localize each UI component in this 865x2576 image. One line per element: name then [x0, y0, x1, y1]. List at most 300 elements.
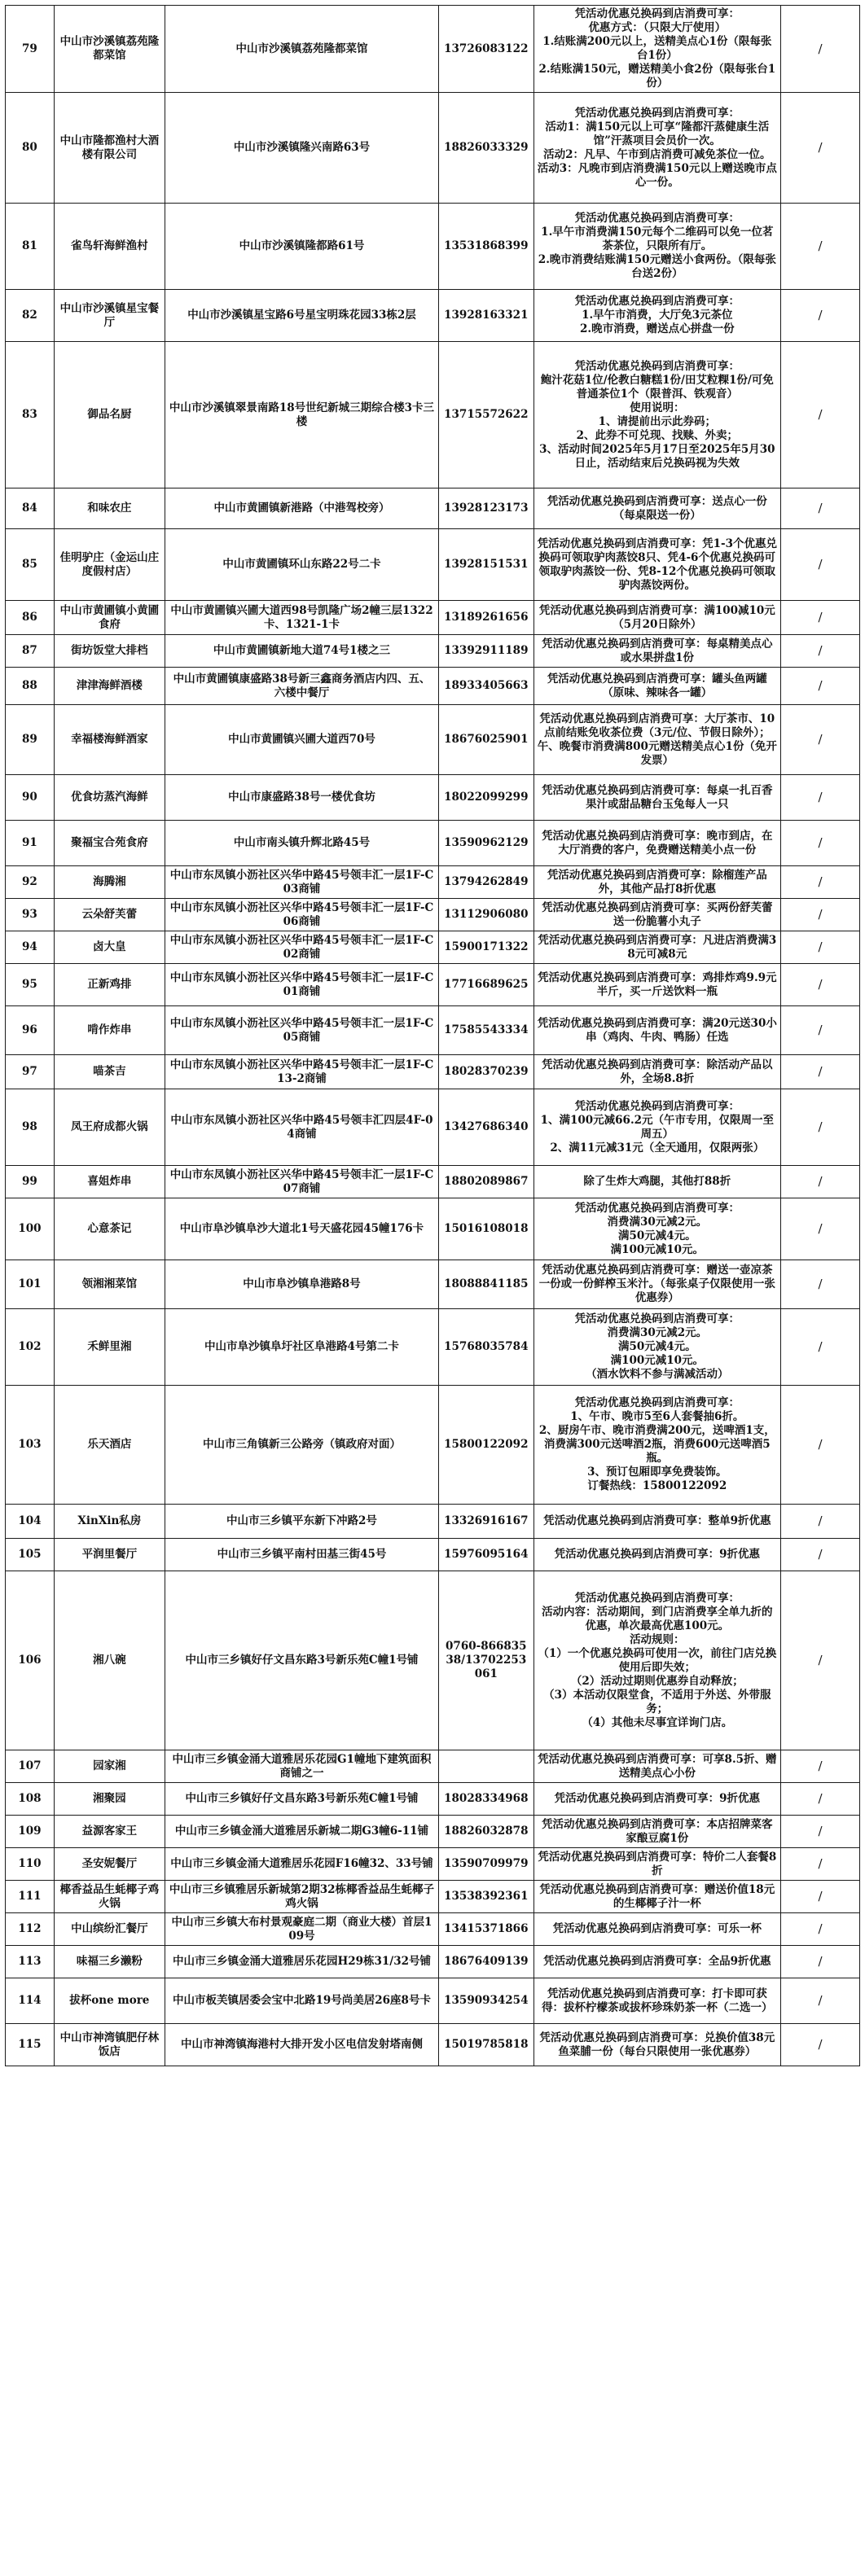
- merchant-address: 中山市板芙镇居委会宝中北路19号尚美居26座8号卡: [165, 1978, 438, 2024]
- merchant-phone: 15019785818: [439, 2024, 533, 2066]
- offer-details: [533, 2024, 781, 2066]
- row-number: 92: [6, 866, 55, 899]
- note-cell: /: [781, 1386, 860, 1505]
- offer-line: 3、预订包厢即享免费装饰。: [587, 1465, 727, 1479]
- row-number: 94: [6, 931, 55, 964]
- merchant-address: 中山市神湾镇海港村大排开发小区电信发射塔南侧: [165, 2024, 438, 2066]
- row-number: 112: [6, 1913, 55, 1946]
- offer-line: 凭活动优惠兑换码到店消费可享：大厅茶市、10点前结账免收茶位费（3元/位、节假日除外）；: [539, 712, 775, 739]
- table-row: [6, 1881, 860, 1913]
- table-row: [6, 668, 860, 705]
- offer-line: 凭活动优惠兑换码到店消费可享：兑换价值38元鱼菜脯一份（每台只限使用一张优惠券）: [539, 2031, 775, 2058]
- merchant-address: 中山市三乡镇好仔文昌东路3号新乐苑C幢1号铺: [165, 1783, 438, 1816]
- note-cell: /: [781, 1848, 860, 1881]
- offer-line: 凭活动优惠兑换码到店消费可享：本店招牌菜客家酿豆腐1份: [542, 1817, 773, 1845]
- merchant-address: 中山市东凤镇小沥社区兴华中路45号领丰汇一层1F-C06商铺: [165, 899, 438, 931]
- offer-line: 消费满30元减2元。: [607, 1326, 708, 1339]
- note-cell: /: [781, 635, 860, 668]
- offer-line: 凭活动优惠兑换码到店消费可享：: [574, 106, 740, 120]
- table-row: [6, 1913, 860, 1946]
- row-number: 109: [6, 1816, 55, 1848]
- merchant-address: 中山市东凤镇小沥社区兴华中路45号领丰汇一层1F-C03商铺: [165, 866, 438, 899]
- row-number: 105: [6, 1539, 55, 1571]
- merchant-address: 中山市沙溪镇荔苑隆都菜馆: [165, 6, 438, 93]
- note-cell: /: [781, 705, 860, 775]
- merchant-name: 拔杯one more: [54, 1978, 165, 2024]
- row-number: 104: [6, 1505, 55, 1539]
- row-number: 84: [6, 488, 55, 529]
- row-number: 81: [6, 204, 55, 290]
- merchant-address: 中山市黄圃镇兴圃大道西98号凯隆广场2幢三层1322卡、1321-1卡: [165, 601, 438, 635]
- table-row: [6, 6, 860, 93]
- merchant-phone: 18676025901: [439, 705, 533, 775]
- offer-line: 凭活动优惠兑换码到店消费可享：送点心一份（每桌限送一份）: [547, 494, 767, 522]
- offer-line: 凭活动优惠兑换码到店消费可享：特价二人套餐8折: [538, 1850, 777, 1877]
- merchant-name: 平润里餐厅: [54, 1539, 165, 1571]
- merchant-name: 领湘湘菜馆: [54, 1260, 165, 1309]
- merchant-address: 中山市南头镇升辉北路45号: [165, 821, 438, 866]
- offer-line: 2.结账满150元，赠送精美小食2份（限每张台1份）: [538, 63, 776, 90]
- note-cell: /: [781, 964, 860, 1006]
- merchant-table-body: [6, 6, 860, 2066]
- merchant-name: 圣安妮餐厅: [54, 1848, 165, 1881]
- offer-details: [533, 1260, 781, 1309]
- table-row: [6, 488, 860, 529]
- row-number: 96: [6, 1006, 55, 1055]
- merchant-name: XinXin私房: [54, 1505, 165, 1539]
- note-cell: /: [781, 1539, 860, 1571]
- note-cell: /: [781, 1913, 860, 1946]
- offer-line: 凭活动优惠兑换码到店消费可享：9折优惠: [554, 1548, 761, 1561]
- merchant-address: 中山市东凤镇小沥社区兴华中路45号领丰汇一层1F-C13-2商铺: [165, 1055, 438, 1089]
- merchant-phone: 13590709979: [439, 1848, 533, 1881]
- merchant-name: 聚福宝合苑食府: [54, 821, 165, 866]
- offer-line: 凭活动优惠兑换码到店消费可享：满20元送30小串（鸡肉、牛肉、鸭肠）任选: [537, 1016, 777, 1044]
- merchant-address: 中山市三乡镇金涌大道雅居乐花园G1幢地下建筑面积商铺之一: [165, 1750, 438, 1783]
- table-row: [6, 1783, 860, 1816]
- table-row: [6, 290, 860, 342]
- merchant-name: 雀鸟轩海鲜渔村: [54, 204, 165, 290]
- note-cell: /: [781, 1881, 860, 1913]
- table-row: [6, 1198, 860, 1260]
- note-cell: /: [781, 1946, 860, 1978]
- note-cell: /: [781, 1089, 860, 1166]
- merchant-phone: 18028370239: [439, 1055, 533, 1089]
- merchant-phone: 15976095164: [439, 1539, 533, 1571]
- note-cell: /: [781, 1055, 860, 1089]
- table-row: [6, 204, 860, 290]
- offer-details: [533, 775, 781, 821]
- offer-details: [533, 1505, 781, 1539]
- note-cell: /: [781, 488, 860, 529]
- merchant-address: 中山市东凤镇小沥社区兴华中路45号领丰汇一层1F-C02商铺: [165, 931, 438, 964]
- offer-line: 凭活动优惠兑换码到店消费可享：: [574, 1099, 740, 1113]
- offer-line: 凭活动优惠兑换码到店消费可享：凡进店消费满38元可减8元: [538, 933, 777, 961]
- row-number: 93: [6, 899, 55, 931]
- offer-details: [533, 6, 781, 93]
- merchant-name: 心意茶记: [54, 1198, 165, 1260]
- offer-line: 使用说明：: [630, 401, 685, 414]
- offer-line: 1、请提前出示此券码；: [598, 414, 717, 428]
- table-row: [6, 1750, 860, 1783]
- merchant-phone: 15900171322: [439, 931, 533, 964]
- note-cell: /: [781, 821, 860, 866]
- note-cell: /: [781, 290, 860, 342]
- merchant-phone: 13392911189: [439, 635, 533, 668]
- row-number: 88: [6, 668, 55, 705]
- note-cell: /: [781, 1006, 860, 1055]
- merchant-name: 中山市神湾镇肥仔林饭店: [54, 2024, 165, 2066]
- offer-line: 凭活动优惠兑换码到店消费可享：买两份舒芙蕾送一份脆薯小丸子: [542, 900, 773, 928]
- row-number: 115: [6, 2024, 55, 2066]
- table-row: [6, 1260, 860, 1309]
- offer-details: [533, 1198, 781, 1260]
- merchant-name: 中山市沙溪镇荔苑隆都菜馆: [54, 6, 165, 93]
- offer-details: [533, 1309, 781, 1386]
- merchant-address: 中山市阜沙镇阜圩社区阜港路4号第二卡: [165, 1309, 438, 1386]
- merchant-phone: 18802089867: [439, 1166, 533, 1198]
- merchant-name: 正新鸡排: [54, 964, 165, 1006]
- merchant-name: 幸福楼海鲜酒家: [54, 705, 165, 775]
- offer-line: 凭活动优惠兑换码到店消费可享：晚市到店，在大厅消费的客户，免费赠送精美小点一份: [542, 829, 773, 856]
- merchant-phone: 13726083122: [439, 6, 533, 93]
- offer-details: [533, 1848, 781, 1881]
- note-cell: /: [781, 1816, 860, 1848]
- merchant-phone: 0760-86683538/13702253061: [439, 1571, 533, 1750]
- offer-line: 凭活动优惠兑换码到店消费可享：凭1-3个优惠兑换码可领取驴肉蒸饺8只、凭4-6个优惠兑换码可领取驴肉蒸饺一份、凭8-12个优惠兑换码可领取驴肉蒸饺两份。: [537, 537, 777, 592]
- row-number: 110: [6, 1848, 55, 1881]
- note-cell: /: [781, 1750, 860, 1783]
- note-cell: /: [781, 6, 860, 93]
- offer-line: 消费满30元减2元。: [607, 1215, 708, 1229]
- merchant-address: 中山市东凤镇小沥社区兴华中路45号领丰汇四层4F-04商铺: [165, 1089, 438, 1166]
- merchant-address: 中山市阜沙镇阜港路8号: [165, 1260, 438, 1309]
- merchant-address: 中山市东凤镇小沥社区兴华中路45号领丰汇一层1F-C05商铺: [165, 1006, 438, 1055]
- merchant-phone: 13326916167: [439, 1505, 533, 1539]
- merchant-address: 中山市康盛路38号一楼优食坊: [165, 775, 438, 821]
- merchant-address: 中山市黄圃镇康盛路38号新三鑫商务酒店内四、五、六楼中餐厅: [165, 668, 438, 705]
- merchant-phone: 17585543334: [439, 1006, 533, 1055]
- offer-line: 鲍汁花菇1位/伦教白糖糕1份/田艾粒粿1份/可免普通茶位1个（限普洱、铁观音）: [540, 373, 774, 401]
- offer-details: [533, 601, 781, 635]
- table-row: [6, 93, 860, 204]
- table-row: [6, 1386, 860, 1505]
- offer-details: [533, 705, 781, 775]
- offer-line: 凭活动优惠兑换码到店消费可享：赠送一壶凉茶一份或一份鲜榨玉米汁。（每张桌子仅限使用一张优惠券）: [538, 1264, 775, 1304]
- table-row: [6, 1006, 860, 1055]
- offer-line: 凭活动优惠兑换码到店消费可享：罐头鱼两罐（原味、辣味各一罐）: [547, 672, 767, 699]
- merchant-table-container: [5, 5, 860, 2066]
- offer-line: 活动规则：: [630, 1632, 685, 1646]
- row-number: 107: [6, 1750, 55, 1783]
- offer-details: [533, 964, 781, 1006]
- merchant-name: 湘聚园: [54, 1783, 165, 1816]
- merchant-name: 益源客家王: [54, 1816, 165, 1848]
- merchant-phone: 13590962129: [439, 821, 533, 866]
- offer-line: 活动1：满150元以上可享“隆都汗蒸健康生活馆”汗蒸项目会员价一次。: [545, 120, 770, 147]
- offer-line: 凭活动优惠兑换码到店消费可享：: [574, 1312, 740, 1325]
- offer-line: 1.结账满200元以上，送精美点心1份（限每张台1份）: [542, 35, 772, 62]
- note-cell: /: [781, 342, 860, 488]
- offer-line: 凭活动优惠兑换码到店消费可享：全品9折优惠: [543, 1955, 771, 1968]
- table-row: [6, 601, 860, 635]
- offer-line: 满50元减4元。: [617, 1229, 696, 1242]
- offer-details: [533, 1166, 781, 1198]
- table-row: [6, 1309, 860, 1386]
- table-row: [6, 529, 860, 601]
- merchant-phone: 15768035784: [439, 1309, 533, 1386]
- note-cell: /: [781, 1198, 860, 1260]
- offer-line: 午、晚餐市消费满800元赠送精美点心1份（免开发票）: [537, 739, 777, 767]
- offer-line: （3）本活动仅限堂食，不适用于外送、外带服务；: [543, 1688, 771, 1715]
- merchant-address: 中山市三乡镇金涌大道雅居乐花园H29栋31/32号铺: [165, 1946, 438, 1978]
- offer-line: 2、此券不可兑现、找赎、外卖；: [576, 428, 739, 442]
- table-row: [6, 1166, 860, 1198]
- merchant-phone: 18088841185: [439, 1260, 533, 1309]
- merchant-phone: 18676409139: [439, 1946, 533, 1978]
- offer-line: 凭活动优惠兑换码到店消费可享：可享8.5折、赠送精美点心小份: [538, 1752, 777, 1780]
- note-cell: /: [781, 204, 860, 290]
- merchant-phone: 18022099299: [439, 775, 533, 821]
- merchant-name: 海腾湘: [54, 866, 165, 899]
- merchant-phone: 13531868399: [439, 204, 533, 290]
- offer-line: 活动3：凡晚市到店消费满150元以上赠送晚市点心一份。: [537, 161, 777, 189]
- offer-line: 3、活动时间2025年5月17日至2025年5月30日止，活动结束后兑换码视为失效: [539, 442, 775, 470]
- merchant-phone: 13928151531: [439, 529, 533, 601]
- table-row: [6, 1571, 860, 1750]
- merchant-address: 中山市三乡镇大布村景观豪庭二期（商业大楼）首层109号: [165, 1913, 438, 1946]
- merchant-phone: 13538392361: [439, 1881, 533, 1913]
- offer-line: 凭活动优惠兑换码到店消费可享：: [574, 7, 740, 20]
- offer-details: [533, 821, 781, 866]
- offer-line: 凭活动优惠兑换码到店消费可享：打卡即可获得：拔杯柠檬茶或拔杯珍珠奶茶一杯（二选一）: [542, 1987, 773, 2014]
- table-row: [6, 1055, 860, 1089]
- table-row: [6, 1978, 860, 2024]
- merchant-phone: 13928163321: [439, 290, 533, 342]
- merchant-phone: 13112906080: [439, 899, 533, 931]
- offer-line: 凭活动优惠兑换码到店消费可享：除活动产品以外，全场8.8折: [542, 1058, 773, 1085]
- offer-details: [533, 290, 781, 342]
- merchant-phone: 13189261656: [439, 601, 533, 635]
- row-number: 86: [6, 601, 55, 635]
- merchant-name: 中山缤纷汇餐厅: [54, 1913, 165, 1946]
- offer-details: [533, 899, 781, 931]
- merchant-address: 中山市黄圃镇新港路（中港驾校旁）: [165, 488, 438, 529]
- merchant-address: 中山市三乡镇雅居乐新城第2期32栋椰香益品生蚝椰子鸡火锅: [165, 1881, 438, 1913]
- offer-line: 凭活动优惠兑换码到店消费可享：满100减10元（5月20日除外）: [538, 603, 775, 631]
- offer-details: [533, 529, 781, 601]
- offer-line: 2、满11元减31元（全天通用，仅限两张）: [550, 1141, 765, 1154]
- merchant-phone: 18028334968: [439, 1783, 533, 1816]
- merchant-name: 卤大皇: [54, 931, 165, 964]
- offer-details: [533, 1750, 781, 1783]
- note-cell: /: [781, 2024, 860, 2066]
- merchant-name: 乐天酒店: [54, 1386, 165, 1505]
- offer-line: 活动内容：活动期间，到门店消费享全单九折的优惠，单次最高优惠100元。: [542, 1605, 773, 1632]
- offer-line: 2、厨房午市、晚市消费满200元，送啤酒1支，消费满300元送啤酒2瓶，消费600元送啤酒5瓶。: [538, 1424, 775, 1465]
- offer-line: 优惠方式：（只限大厅使用）: [588, 21, 727, 34]
- offer-details: [533, 635, 781, 668]
- merchant-address: 中山市沙溪镇隆兴南路63号: [165, 93, 438, 204]
- table-row: [6, 821, 860, 866]
- offer-line: 1、满100元减66.2元（午市专用，仅限周一至周五）: [540, 1113, 775, 1141]
- merchant-address: 中山市三乡镇平东新下冲路2号: [165, 1505, 438, 1539]
- row-number: 98: [6, 1089, 55, 1166]
- offer-details: [533, 931, 781, 964]
- note-cell: /: [781, 668, 860, 705]
- row-number: 87: [6, 635, 55, 668]
- row-number: 111: [6, 1881, 55, 1913]
- merchant-address: 中山市东凤镇小沥社区兴华中路45号领丰汇一层1F-C07商铺: [165, 1166, 438, 1198]
- merchant-phone: 15016108018: [439, 1198, 533, 1260]
- offer-line: （2）活动过期则优惠券自动释放；: [570, 1674, 744, 1688]
- row-number: 90: [6, 775, 55, 821]
- offer-details: [533, 1881, 781, 1913]
- offer-line: 2.晚市消费结账满150元赠送小食两份。（限每张台送2份）: [538, 253, 776, 280]
- merchant-phone: 18826032878: [439, 1816, 533, 1848]
- offer-line: 凭活动优惠兑换码到店消费可享：: [574, 1591, 740, 1605]
- note-cell: /: [781, 1978, 860, 2024]
- offer-line: 凭活动优惠兑换码到店消费可享：每桌一扎百香果汁或甜品糖台玉兔每人一只: [542, 783, 773, 811]
- offer-line: 凭活动优惠兑换码到店消费可享：每桌精美点心或水果拼盘1份: [542, 637, 773, 664]
- merchant-address: 中山市沙溪镇星宝路6号星宝明珠花园33栋2层: [165, 290, 438, 342]
- merchant-name: 湘八碗: [54, 1571, 165, 1750]
- offer-line: 满100元减10元。: [610, 1242, 705, 1256]
- merchant-address: 中山市三乡镇好仔文昌东路3号新乐苑C幢1号铺: [165, 1571, 438, 1750]
- offer-details: [533, 488, 781, 529]
- table-row: [6, 2024, 860, 2066]
- note-cell: /: [781, 866, 860, 899]
- offer-details: [533, 866, 781, 899]
- table-row: [6, 1539, 860, 1571]
- merchant-address: 中山市三乡镇金涌大道雅居乐花园F16幢32、33号铺: [165, 1848, 438, 1881]
- offer-line: （酒水饮料不参与满减活动）: [586, 1368, 729, 1381]
- table-row: [6, 1816, 860, 1848]
- merchant-address: 中山市黄圃镇环山东路22号二卡: [165, 529, 438, 601]
- merchant-name: 啃作炸串: [54, 1006, 165, 1055]
- row-number: 95: [6, 964, 55, 1006]
- note-cell: /: [781, 899, 860, 931]
- merchant-name: 园家湘: [54, 1750, 165, 1783]
- offer-details: [533, 1571, 781, 1750]
- offer-line: 凭活动优惠兑换码到店消费可享：: [574, 295, 740, 308]
- merchant-name: 津津海鲜酒楼: [54, 668, 165, 705]
- offer-details: [533, 1913, 781, 1946]
- offer-line: （4）其他未尽事宜详询门店。: [582, 1715, 733, 1729]
- row-number: 114: [6, 1978, 55, 2024]
- note-cell: /: [781, 601, 860, 635]
- offer-line: 凭活动优惠兑换码到店消费可享：9折优惠: [554, 1792, 761, 1805]
- offer-details: [533, 93, 781, 204]
- offer-line: 活动2：凡早、午市到店消费可减免茶位一位。: [543, 147, 771, 161]
- row-number: 82: [6, 290, 55, 342]
- note-cell: /: [781, 931, 860, 964]
- offer-details: [533, 1816, 781, 1848]
- merchant-name: 椰香益品生蚝椰子鸡火锅: [54, 1881, 165, 1913]
- row-number: 80: [6, 93, 55, 204]
- row-number: 100: [6, 1198, 55, 1260]
- table-row: [6, 1946, 860, 1978]
- table-row: [6, 1848, 860, 1881]
- merchant-address: 中山市三乡镇金涌大道雅居乐新城二期G3幢6-11铺: [165, 1816, 438, 1848]
- offer-line: 1、午市、晚市5至6人套餐抽6折。: [570, 1410, 744, 1423]
- offer-line: 满50元减4元。: [617, 1340, 696, 1353]
- row-number: 103: [6, 1386, 55, 1505]
- merchant-phone: 18933405663: [439, 668, 533, 705]
- row-number: 99: [6, 1166, 55, 1198]
- row-number: 102: [6, 1309, 55, 1386]
- offer-details: [533, 1946, 781, 1978]
- note-cell: /: [781, 1783, 860, 1816]
- offer-details: [533, 1055, 781, 1089]
- table-row: [6, 1089, 860, 1166]
- merchant-phone: 15800122092: [439, 1386, 533, 1505]
- offer-line: 凭活动优惠兑换码到店消费可享：除榴莲产品外，其他产品打8折优惠: [547, 868, 767, 896]
- merchant-address: 中山市黄圃镇新地大道74号1楼之三: [165, 635, 438, 668]
- row-number: 113: [6, 1946, 55, 1978]
- merchant-name: 街坊饭堂大排档: [54, 635, 165, 668]
- offer-line: 凭活动优惠兑换码到店消费可享：: [574, 359, 740, 373]
- offer-details: [533, 1539, 781, 1571]
- merchant-phone: 17716689625: [439, 964, 533, 1006]
- merchant-address: 中山市沙溪镇隆都路61号: [165, 204, 438, 290]
- table-row: [6, 899, 860, 931]
- table-row: [6, 1505, 860, 1539]
- offer-details: [533, 1978, 781, 2024]
- merchant-phone: 13794262849: [439, 866, 533, 899]
- table-row: [6, 342, 860, 488]
- row-number: 85: [6, 529, 55, 601]
- row-number: 106: [6, 1571, 55, 1750]
- row-number: 108: [6, 1783, 55, 1816]
- row-number: 91: [6, 821, 55, 866]
- merchant-name: 中山市沙溪镇星宝餐厅: [54, 290, 165, 342]
- offer-details: [533, 342, 781, 488]
- table-row: [6, 705, 860, 775]
- note-cell: /: [781, 1309, 860, 1386]
- table-row: [6, 635, 860, 668]
- offer-line: 满100元减10元。: [610, 1354, 705, 1367]
- row-number: 101: [6, 1260, 55, 1309]
- merchant-name: 禾鲜里湘: [54, 1309, 165, 1386]
- row-number: 89: [6, 705, 55, 775]
- merchant-name: 喵茶吉: [54, 1055, 165, 1089]
- merchant-address: 中山市沙溪镇翠景南路18号世纪新城三期综合楼3卡三楼: [165, 342, 438, 488]
- table-row: [6, 866, 860, 899]
- note-cell: /: [781, 775, 860, 821]
- merchant-name: 味福三乡濑粉: [54, 1946, 165, 1978]
- offer-line: 1.早午市消费，大厅免3元茶位: [582, 309, 733, 322]
- merchant-name: 优食坊蒸汽海鲜: [54, 775, 165, 821]
- offer-details: [533, 204, 781, 290]
- note-cell: /: [781, 1166, 860, 1198]
- offer-line: （1）一个优惠兑换码可使用一次，前往门店兑换使用后即失效；: [538, 1646, 777, 1674]
- offer-line: 除了生炸大鸡腿，其他打88折: [583, 1175, 731, 1188]
- note-cell: /: [781, 1505, 860, 1539]
- merchant-phone: 13928123173: [439, 488, 533, 529]
- table-row: [6, 964, 860, 1006]
- merchant-name: 中山市隆都渔村大酒楼有限公司: [54, 93, 165, 204]
- merchant-name: 云朵舒芙蕾: [54, 899, 165, 931]
- offer-details: [533, 1006, 781, 1055]
- merchant-phone: 13715572622: [439, 342, 533, 488]
- table-row: [6, 775, 860, 821]
- merchant-phone: 13427686340: [439, 1089, 533, 1166]
- offer-line: 凭活动优惠兑换码到店消费可享：可乐一杯: [552, 1922, 762, 1935]
- offer-details: [533, 1386, 781, 1505]
- offer-line: 凭活动优惠兑换码到店消费可享：鸡排炸鸡9.9元半斤，买一斤送饮料一瓶: [538, 970, 777, 998]
- row-number: 79: [6, 6, 55, 93]
